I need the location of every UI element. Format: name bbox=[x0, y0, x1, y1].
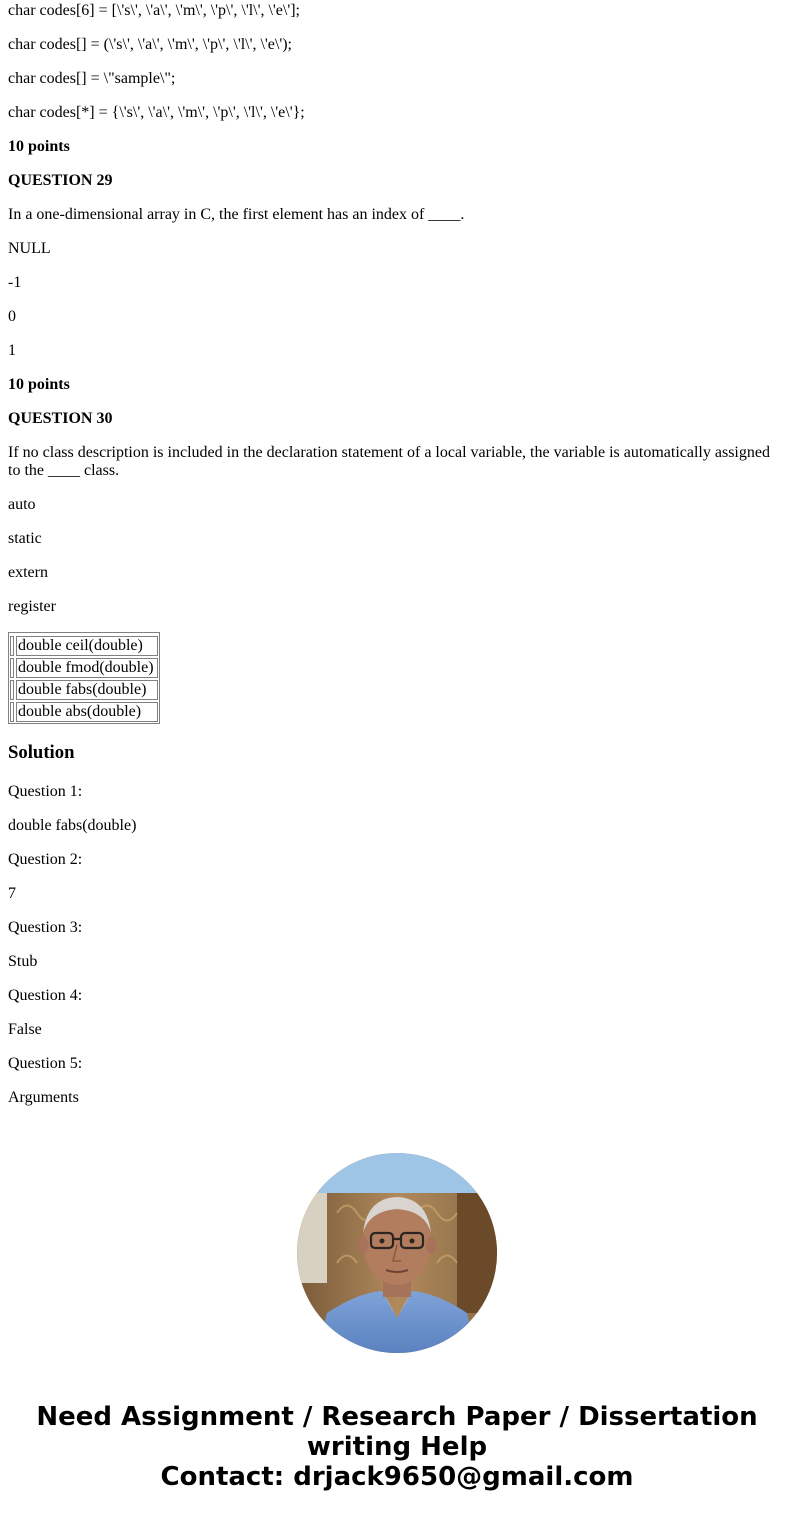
q30-option: static bbox=[8, 530, 42, 547]
avatar bbox=[297, 1153, 497, 1353]
table-row bbox=[10, 658, 158, 678]
code-option-1: char codes[6] = [\'s\', \'a\', \'m\', \'p\', \'l\', \'e\']; bbox=[8, 2, 300, 19]
empty-cell bbox=[10, 680, 14, 700]
solution-heading: Solution bbox=[8, 742, 75, 763]
contact-email[interactable]: Contact: drjack9650@gmail.com bbox=[160, 1462, 634, 1492]
table-row bbox=[10, 680, 158, 700]
empty-cell bbox=[10, 702, 14, 722]
question-30-title: QUESTION 30 bbox=[8, 410, 113, 427]
table-cell: double fabs(double) bbox=[16, 680, 158, 700]
promo-line: Need Assignment / Research Paper / Dissertation bbox=[36, 1402, 758, 1432]
empty-cell bbox=[10, 658, 14, 678]
points-label: 10 points bbox=[8, 138, 70, 155]
solution-answer: Arguments bbox=[8, 1089, 79, 1106]
table-row bbox=[10, 702, 158, 722]
solution-question: Question 3: bbox=[8, 919, 83, 936]
q29-option: 1 bbox=[8, 342, 16, 359]
q30-option: extern bbox=[8, 564, 48, 581]
empty-cell bbox=[10, 636, 14, 656]
question-29-text: In a one-dimensional array in C, the first element has an index of ____. bbox=[8, 206, 465, 223]
help-promo bbox=[0, 1402, 794, 1492]
code-option-4: char codes[*] = {\'s\', \'a\', \'m\', \'p\', \'l\', \'e\'}; bbox=[8, 104, 305, 121]
table-cell: double ceil(double) bbox=[16, 636, 158, 656]
solution-question: Question 2: bbox=[8, 851, 83, 868]
solution-question: Question 4: bbox=[8, 987, 83, 1004]
question-29-title: QUESTION 29 bbox=[8, 172, 113, 189]
solution-question: Question 5: bbox=[8, 1055, 83, 1072]
solution-answer: Stub bbox=[8, 953, 38, 970]
q29-option: 0 bbox=[8, 308, 16, 325]
solution-question: Question 1: bbox=[8, 783, 83, 800]
code-option-2: char codes[] = (\'s\', \'a\', \'m\', \'p\', \'l\', \'e\'); bbox=[8, 36, 292, 53]
solution-answer: 7 bbox=[8, 885, 16, 902]
q29-option: -1 bbox=[8, 274, 22, 291]
table-cell: double fmod(double) bbox=[16, 658, 158, 678]
options-table bbox=[8, 632, 160, 724]
solution-answer: double fabs(double) bbox=[8, 817, 137, 834]
promo-line: writing Help bbox=[306, 1432, 488, 1462]
q30-option: auto bbox=[8, 496, 36, 513]
avatar-portrait bbox=[297, 1153, 497, 1353]
q30-option: register bbox=[8, 598, 56, 615]
question-30-text: If no class description is included in the declaration statement of a local variable, the variable is automatically assigned to the ____ class. bbox=[8, 444, 774, 479]
solution-answer: False bbox=[8, 1021, 42, 1038]
table-cell: double abs(double) bbox=[16, 702, 158, 722]
q29-option: NULL bbox=[8, 240, 51, 257]
table-row bbox=[10, 636, 158, 656]
code-option-3: char codes[] = \"sample\"; bbox=[8, 70, 176, 87]
points-label: 10 points bbox=[8, 376, 70, 393]
